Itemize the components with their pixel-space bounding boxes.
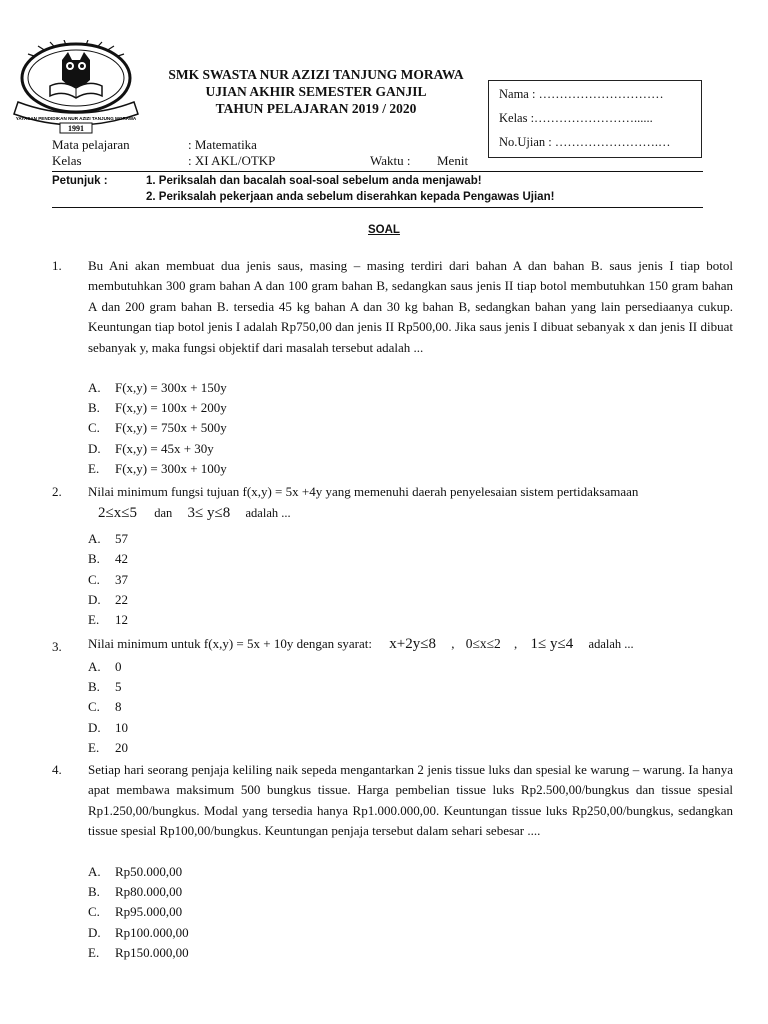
kelas-value: : XI AKL/OTKP xyxy=(188,153,276,168)
option-row xyxy=(88,398,227,418)
option-letter: A. xyxy=(88,531,101,546)
option-text: 37 xyxy=(115,572,128,587)
logo-year: 1991 xyxy=(68,124,84,133)
option-text: F(x,y) = 300x + 150y xyxy=(115,380,227,395)
option-letter: D. xyxy=(88,925,101,940)
option-text: Rp80.000,00 xyxy=(115,884,183,899)
divider-bottom xyxy=(52,207,703,208)
option-row xyxy=(88,459,227,479)
option-text: Rp150.000,00 xyxy=(115,945,189,960)
waktu-value: Menit xyxy=(437,153,469,168)
option-text: F(x,y) = 300x + 100y xyxy=(115,461,227,476)
math-expression: 2≤x≤5 xyxy=(98,505,137,521)
option-text: F(x,y) = 100x + 200y xyxy=(115,400,227,415)
question-number: 4. xyxy=(52,762,62,777)
option-letter: C. xyxy=(88,572,100,587)
option-letter: C. xyxy=(88,904,100,919)
option-letter: B. xyxy=(88,400,100,415)
option-row xyxy=(88,697,122,717)
option-letter: D. xyxy=(88,720,101,735)
option-text: Rp95.000,00 xyxy=(115,904,183,919)
math-expression: 0≤x≤2 xyxy=(465,636,501,651)
identity-box xyxy=(488,80,702,158)
question-text-line xyxy=(88,634,634,654)
waktu-label: Waktu : xyxy=(370,153,411,168)
question-text: Setiap hari seorang penjaja keliling naik sepeda mengantarkan 2 jenis tissue luks dan spesial ke warung – warung. Ia hanya apat membawa maksimum 500 bungkus tissue. Harga pembelian tissue luks Rp2.500,00/bungkus dan tissue spesial Rp1.250,00/bungkus. Modal yang tersedia hanya Rp1.000.000,00. Keuntungan tissue luks Rp250,00/bungkus, sedangkan tissue spesial Rp100,00/bungkus. Keuntungan penjaja tersebut dalam sehari sebesar .... xyxy=(88,762,733,839)
petunjuk-line-1: 1. Periksalah dan bacalah soal-soal sebelum anda menjawab! xyxy=(146,175,482,187)
question-tail: adalah ... xyxy=(245,506,291,520)
option-row xyxy=(88,902,182,922)
option-letter: E. xyxy=(88,461,100,476)
math-expression: 3≤ y≤8 xyxy=(187,505,231,521)
math-expression: x+2y≤8 xyxy=(389,636,436,652)
math-expression: 1≤ y≤4 xyxy=(530,636,574,652)
logo-ribbon-text: YAYASAN PENDIDIKAN NUR AZIZI TANJUNG MORAWA xyxy=(15,116,137,121)
academic-year: TAHUN PELAJARAN 2019 / 2020 xyxy=(215,101,417,116)
question-number: 2. xyxy=(52,484,62,499)
question-number: 3. xyxy=(52,639,62,654)
question-text: Nilai minimum fungsi tujuan f(x,y) = 5x +4y yang memenuhi daerah penyelesaian sistem pertidaksamaan xyxy=(88,484,639,499)
option-text: F(x,y) = 45x + 30y xyxy=(115,441,214,456)
option-row xyxy=(88,549,128,569)
option-text: 20 xyxy=(115,740,128,755)
question-tail: adalah ... xyxy=(588,637,634,651)
option-letter: C. xyxy=(88,699,100,714)
kelas-label: Kelas xyxy=(52,153,82,168)
no-ujian-field: No.Ujian : …………………….… xyxy=(499,135,671,149)
option-text: 8 xyxy=(115,699,122,714)
question-number: 1. xyxy=(52,258,62,273)
option-row xyxy=(88,657,122,677)
school-logo xyxy=(10,40,142,136)
option-row xyxy=(88,923,189,943)
option-letter: B. xyxy=(88,551,100,566)
math-separator: , xyxy=(514,636,518,651)
option-row xyxy=(88,882,182,902)
option-letter: C. xyxy=(88,420,100,435)
option-text: 57 xyxy=(115,531,128,546)
exam-title: UJIAN AKHIR SEMESTER GANJIL xyxy=(205,84,427,99)
option-letter: A. xyxy=(88,380,101,395)
petunjuk-label: Petunjuk : xyxy=(52,175,108,187)
option-text: Rp50.000,00 xyxy=(115,864,183,879)
option-row xyxy=(88,862,182,882)
soal-heading: SOAL xyxy=(368,224,400,236)
option-row xyxy=(88,610,128,630)
math-join: dan xyxy=(154,506,173,520)
option-text: 12 xyxy=(115,612,128,627)
option-letter: E. xyxy=(88,945,100,960)
divider-top xyxy=(52,171,703,172)
math-separator: , xyxy=(451,636,455,651)
question-math-line xyxy=(88,503,291,523)
option-letter: A. xyxy=(88,864,101,879)
option-row xyxy=(88,590,128,610)
option-row xyxy=(88,378,227,398)
option-row xyxy=(88,677,122,697)
option-text: Rp100.000,00 xyxy=(115,925,189,940)
mapel-label: Mata pelajaran xyxy=(52,137,130,152)
option-letter: A. xyxy=(88,659,101,674)
option-row xyxy=(88,738,128,758)
kelas-field: Kelas :……………………...... xyxy=(499,111,653,125)
option-row xyxy=(88,529,128,549)
option-row xyxy=(88,418,227,438)
school-name: SMK SWASTA NUR AZIZI TANJUNG MORAWA xyxy=(168,67,464,82)
option-row xyxy=(88,439,214,459)
option-letter: B. xyxy=(88,884,100,899)
option-letter: E. xyxy=(88,740,100,755)
option-letter: D. xyxy=(88,592,101,607)
option-text: F(x,y) = 750x + 500y xyxy=(115,420,227,435)
mapel-value: : Matematika xyxy=(188,137,257,152)
option-text: 0 xyxy=(115,659,122,674)
option-letter: D. xyxy=(88,441,101,456)
option-text: 10 xyxy=(115,720,128,735)
option-text: 5 xyxy=(115,679,122,694)
option-text: 22 xyxy=(115,592,128,607)
option-text: 42 xyxy=(115,551,128,566)
option-row xyxy=(88,718,128,738)
option-letter: B. xyxy=(88,679,100,694)
question-text: Bu Ani akan membuat dua jenis saus, masing – masing terdiri dari bahan A dan bahan B. saus jenis I tiap botol membutuhkan 300 gram bahan A dan 100 gram bahan B, sedangkan saus jenis II tiap botol membutuhkan 150 gram bahan A dan 200 gram bahan B. tersedia 45 kg bahan A dan 30 kg bahan B, sedangkan bahan yang lain persediaanya cukup. Keuntungan tiap botol jenis I adalah Rp750,00 dan jenis II Rp500,00. Jika saus jenis I dibuat sebanyak x dan jenis II dibuat sebanyak y, maka fungsi objektif dari masalah tersebut adalah ... xyxy=(88,258,733,355)
option-row xyxy=(88,943,189,963)
nama-field: Nama : ………………………… xyxy=(499,87,664,101)
question-text: Nilai minimum untuk f(x,y) = 5x + 10y dengan syarat: xyxy=(88,636,373,651)
option-letter: E. xyxy=(88,612,100,627)
option-row xyxy=(88,570,128,590)
petunjuk-line-2: 2. Periksalah pekerjaan anda sebelum diserahkan kepada Pengawas Ujian! xyxy=(146,191,555,203)
